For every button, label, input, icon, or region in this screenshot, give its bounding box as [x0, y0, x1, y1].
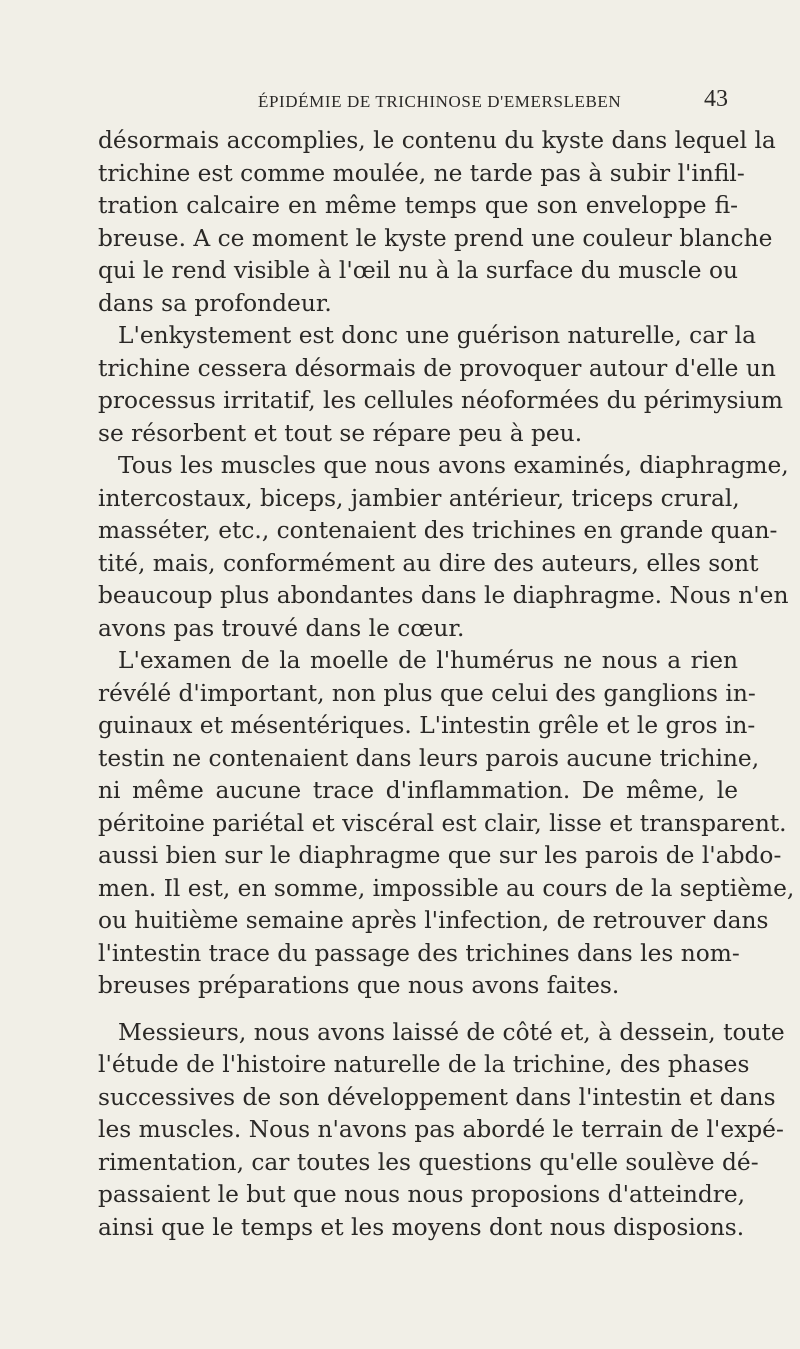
text-line: trichine est comme moulée, ne tarde pas à subir l'infil- [98, 159, 745, 187]
text-line: ainsi que le temps et les moyens dont nous disposions. [98, 1213, 745, 1241]
page-number: 43 [704, 86, 728, 112]
paragraph [98, 645, 795, 1003]
text-line: ou huitième semaine après l'infection, de retrouver dans [98, 907, 769, 934]
text-line: Messieurs, nous avons laissé de côté et, à dessein, toute [118, 1018, 785, 1046]
body-text [98, 125, 795, 1244]
text-line: rimentation, car toutes les questions qu'elle soulève dé- [98, 1148, 759, 1176]
text-line: désormais accomplies, le contenu du kyste dans lequel la [98, 127, 776, 154]
text-line: intercostaux, biceps, jambier antérieur, triceps crural, [98, 484, 740, 512]
text-line: testin ne contenaient dans leurs parois aucune trichine, [98, 744, 760, 772]
text-line: les muscles. Nous n'avons pas abordé le terrain de l'expé- [98, 1116, 784, 1143]
paragraph [98, 450, 789, 645]
text-line: tité, mais, conformément au dire des auteurs, elles sont [98, 549, 759, 577]
text-line: qui le rend visible à l'œil nu à la surface du muscle ou [98, 257, 738, 284]
text-line: péritoine pariétal et viscéral est clair, lisse et transparent. [98, 809, 787, 837]
text-line: breuse. A ce moment le kyste prend une couleur blanche [98, 224, 773, 252]
text-line: tration calcaire en même temps que son enveloppe fi- [98, 192, 738, 219]
text-line: processus irritatif, les cellules néoformées du périmysium [98, 387, 783, 414]
text-line: trichine cessera désormais de provoquer autour d'elle un [98, 354, 776, 382]
text-line: avons pas trouvé dans le cœur. [98, 614, 465, 642]
text-line: se résorbent et tout se répare peu à peu. [98, 419, 583, 447]
text-line: l'étude de l'histoire naturelle de la trichine, des phases [98, 1051, 750, 1078]
paragraph [98, 1017, 785, 1245]
text-line: beaucoup plus abondantes dans le diaphragme. Nous n'en [98, 582, 789, 609]
text-line: guinaux et mésentériques. L'intestin grêle et le gros in- [98, 712, 756, 739]
text-line: men. Il est, en somme, impossible au cours de la septième, [98, 874, 795, 902]
text-line: L'enkystement est donc une guérison naturelle, car la [118, 322, 756, 349]
text-line: aussi bien sur le diaphragme que sur les parois de l'abdo- [98, 842, 782, 869]
text-line: L'examen de la moelle de l'humérus ne nous a rien [118, 647, 738, 674]
text-line: révélé d'important, non plus que celui des ganglions in- [98, 679, 756, 707]
text-line: l'intestin trace du passage des trichines dans les nom- [98, 939, 740, 967]
running-title: ÉPIDÉMIE DE TRICHINOSE D'EMERSLEBEN [258, 92, 622, 111]
text-line: successives de son développement dans l'intestin et dans [98, 1083, 776, 1111]
page-header [98, 83, 728, 117]
text-line: ni même aucune trace d'inflammation. De même, le [98, 777, 738, 804]
text-line: Tous les muscles que nous avons examinés, diaphragme, [118, 452, 789, 479]
text-line: passaient le but que nous nous proposions d'atteindre, [98, 1181, 746, 1208]
text-line: breuses préparations que nous avons faites. [98, 972, 620, 999]
text-line: masséter, etc., contenaient des trichines en grande quan- [98, 517, 778, 544]
text-line: dans sa profondeur. [98, 289, 332, 317]
paragraph [98, 320, 783, 450]
paragraph [98, 125, 776, 320]
